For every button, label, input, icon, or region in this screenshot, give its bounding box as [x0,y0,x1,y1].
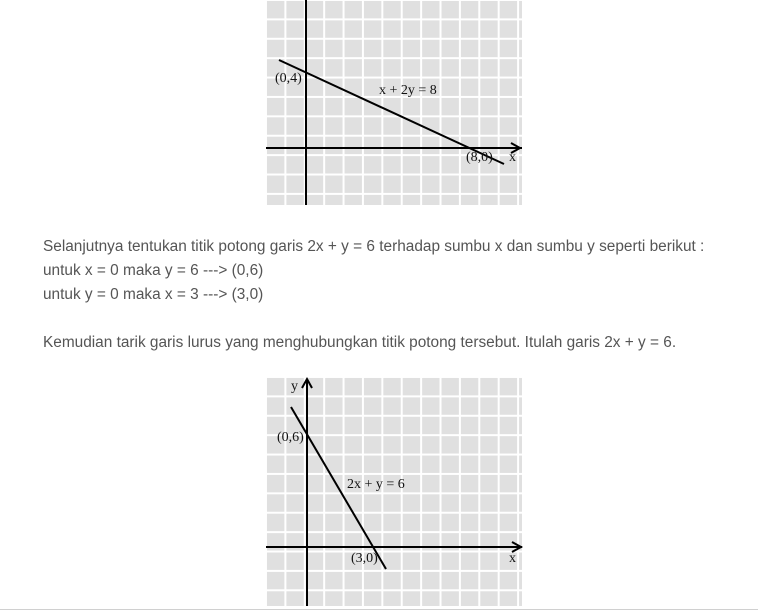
paragraph-line: untuk x = 0 maka y = 6 ---> (0,6) [43,262,264,279]
graph2-label-equation: 2x + y = 6 [347,477,405,492]
graph2-label-point-x: (3,0) [351,551,378,566]
graph2-label-point-y: (0,6) [277,430,304,445]
graph-line-x-plus-2y-eq-8 [266,0,522,205]
graph1-label-axis-x: x [509,150,516,165]
paragraph-intercepts [43,235,704,307]
paragraph-line: Selanjutnya tentukan titik potong garis 2x + y = 6 terhadap sumbu x dan sumbu y seperti berikut : [43,238,705,255]
graph2-label-axis-y: y [291,379,298,394]
graph2-label-axis-x: x [509,551,516,566]
paragraph-draw-line [43,331,676,355]
graph1-label-point-y: (0,4) [275,71,302,86]
graph1-drawing [266,0,522,205]
graph-line-2x-plus-y-eq-6 [266,377,522,606]
paragraph-line: Kemudian tarik garis lurus yang menghubungkan titik potong tersebut. Itulah garis 2x + y = 6. [43,334,677,351]
graph1-label-point-x: (8,0) [466,150,493,165]
paragraph-line: untuk y = 0 maka x = 3 ---> (3,0) [43,286,264,303]
graph1-label-equation: x + 2y = 8 [379,83,437,98]
bottom-divider [0,609,758,610]
